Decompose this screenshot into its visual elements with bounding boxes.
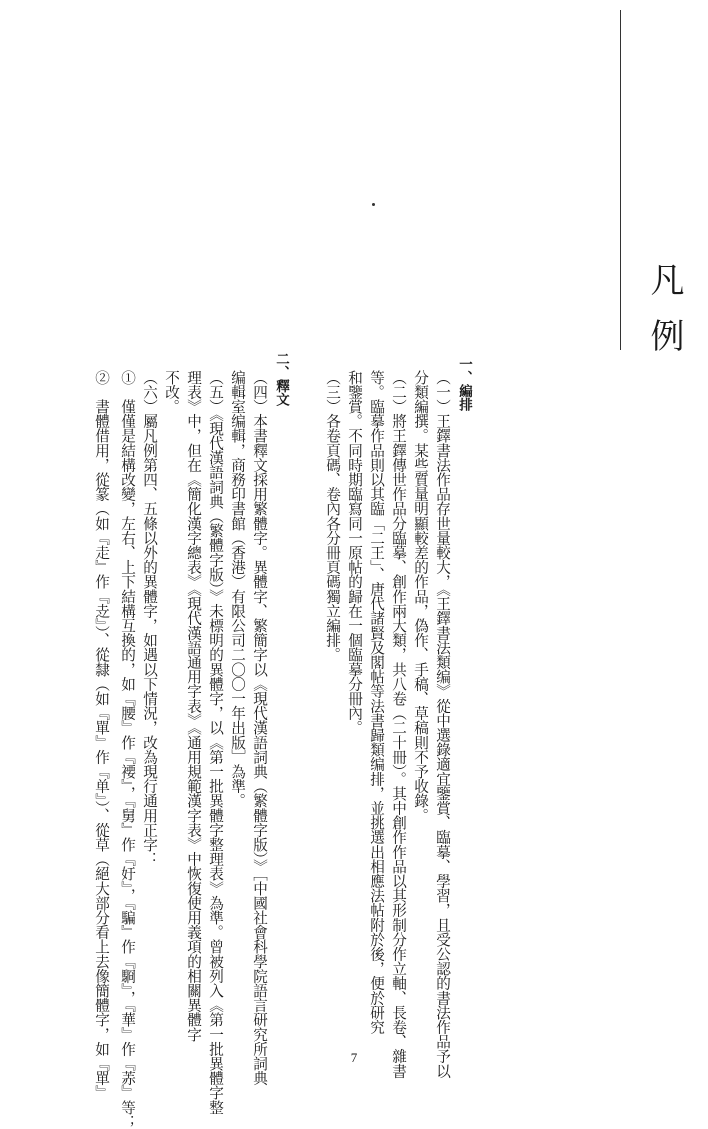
text-column: 理表》中，但在《簡化漢字總表》《現代漢語通用字表》《通用規範漢字表》中恢復使用義項的相關異體字: [185, 370, 202, 1042]
text-column: （三）各卷頁碼、卷內各分冊頁碼獨立編排。: [324, 370, 341, 662]
text-column: 和鑒賞。不同時期臨寫同一原帖的歸在一個臨摹分冊內。: [346, 370, 363, 735]
text-column: （一）王鐸書法作品存世量較大，《王鐸書法類编》從中選錄適宜鑒賞、臨摹、學習，且受公認的書法作品予以: [434, 370, 451, 1079]
text-column: （二）將王鐸傳世作品分臨摹、創作兩大類，共八卷（二十冊）。其中創作作品以其形制分作立軸、長卷、雜書: [390, 370, 407, 1079]
text-column: （四）本書釋文採用繁體字。異體字、繁簡字以《現代漢語詞典（繁體字版）》［中國社會科學院語言研究所詞典: [251, 370, 268, 1086]
text-column: （五）《現代漢語詞典（繁體字版）》未標明的異體字，以《第一批異體字整理表》為準。曾被列入《第一批異體字整: [207, 370, 224, 1115]
text-column: 编輯室编輯，商務印書館（香港）有限公司二〇〇一年出版］為準。: [229, 370, 246, 808]
text-column: （六）屬凡例第四、五條以外的異體字，如遇以下情況，改為現行通用正字：: [141, 370, 158, 867]
text-column: ② 書體借用，從篆（如『走』作『赱』）、從隸（如『單』作『单』）、從草（絕大部分看上去像簡體字，如『單』: [93, 370, 110, 1100]
title-divider-rule: [620, 10, 621, 350]
text-column: 等。臨摹作品則以其臨「二王」、唐代諸賢及閣帖等法書歸類编排，並挑選出相應法帖附於後，便於研究: [368, 370, 385, 1035]
text-column: 不改。: [163, 370, 180, 414]
page-title: 凡例: [644, 262, 684, 374]
text-column: 分類編撰。某些質量明顯較差的作品，偽作、手稿、草稿則不予收錄。: [412, 370, 429, 823]
section-heading: 二、釋文: [273, 352, 289, 406]
text-column: ① 僅僅是結構改變，左右、上下結構互換的，如『腰』作『䙅』，『舅』作『㚥』，『騙』作『䮐』，『華』作『䓇』等；: [119, 370, 136, 1129]
section-heading: 一、編排: [456, 357, 472, 411]
page-number: 7: [350, 1050, 358, 1065]
ink-speck: [372, 203, 375, 206]
